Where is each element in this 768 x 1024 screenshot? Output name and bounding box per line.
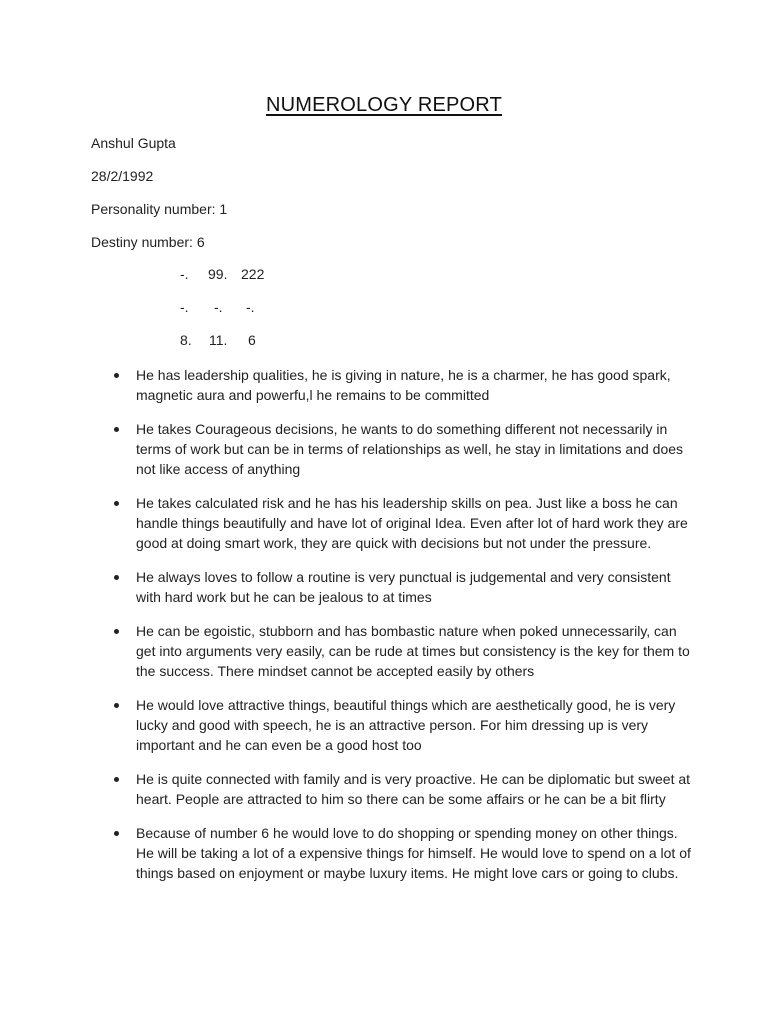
bullet-icon [114,629,119,634]
list-item [136,695,696,756]
number-cell: -. [246,299,255,315]
bullet-icon [114,501,119,506]
list-item-text: He takes Courageous decisions, he wants to do something different not necessarily in terms of work but can be in terms of relationships as well, he stay in limitations and does not like access of anything [136,420,684,478]
list-item-text: He always loves to follow a routine is very punctual is judgemental and very consistent with hard work but he can be jealous to at times [136,568,671,606]
list-item-text: He would love attractive things, beautiful things which are aesthetically good, he is very lucky and good with speech, he is an attractive person. For him dressing up is very important and he can even be a good host too [136,696,676,754]
number-cell: 99. [208,266,228,282]
list-item [136,567,696,608]
page-title: NUMEROLOGY REPORT [265,94,503,116]
person-name: Anshul Gupta [91,135,176,151]
list-item [136,769,696,810]
number-cell: -. [180,266,189,282]
list-item [136,493,696,554]
bullet-icon [114,831,119,836]
list-item [136,365,696,406]
bullet-icon [114,703,119,708]
number-cell: 11. [209,332,228,348]
bullet-icon [114,373,119,378]
list-item [136,823,696,884]
list-item-text: Because of number 6 he would love to do shopping or spending money on other things. He will be taking a lot of a expensive things for himself. He would love to spend on a lot of things based on enjoyment or maybe luxury items. He might love cars or going to clubs. [136,824,691,882]
list-item-text: He has leadership qualities, he is giving in nature, he is a charmer, he has good spark, magnetic aura and powerfu,l he remains to be committed [136,367,671,404]
bullet-icon [114,777,119,782]
bullet-icon [114,575,119,580]
bullet-icon [114,427,119,432]
number-cell: -. [214,299,223,315]
number-cell: 222 [241,266,265,282]
list-item [136,621,696,682]
list-item-text: He can be egoistic, stubborn and has bombastic nature when poked unnecessarily, can get into arguments very easily, can be rude at times but consistency is the key for them to the success. There mindset cannot be accepted easily by others [136,622,690,680]
date-of-birth: 28/2/1992 [91,168,154,184]
list-item-text: He is quite connected with family and is very proactive. He can be diplomatic but sweet at heart. People are attracted to him so there can be some affairs or he can be a bit flirty [136,770,691,808]
destiny-number: Destiny number: 6 [91,234,205,250]
number-cell: -. [180,299,189,315]
number-cell: 8. [180,332,192,348]
trait-list [136,365,696,897]
list-item-text: He takes calculated risk and he has his leadership skills on pea. Just like a boss he can handle things beautifully and have lot of original Idea. Even after lot of hard work they are good at doing smart work, they are quick with decisions but not under the pressure. [136,494,688,552]
personality-number: Personality number: 1 [91,201,228,217]
number-cell: 6 [248,332,256,348]
list-item [136,419,696,480]
